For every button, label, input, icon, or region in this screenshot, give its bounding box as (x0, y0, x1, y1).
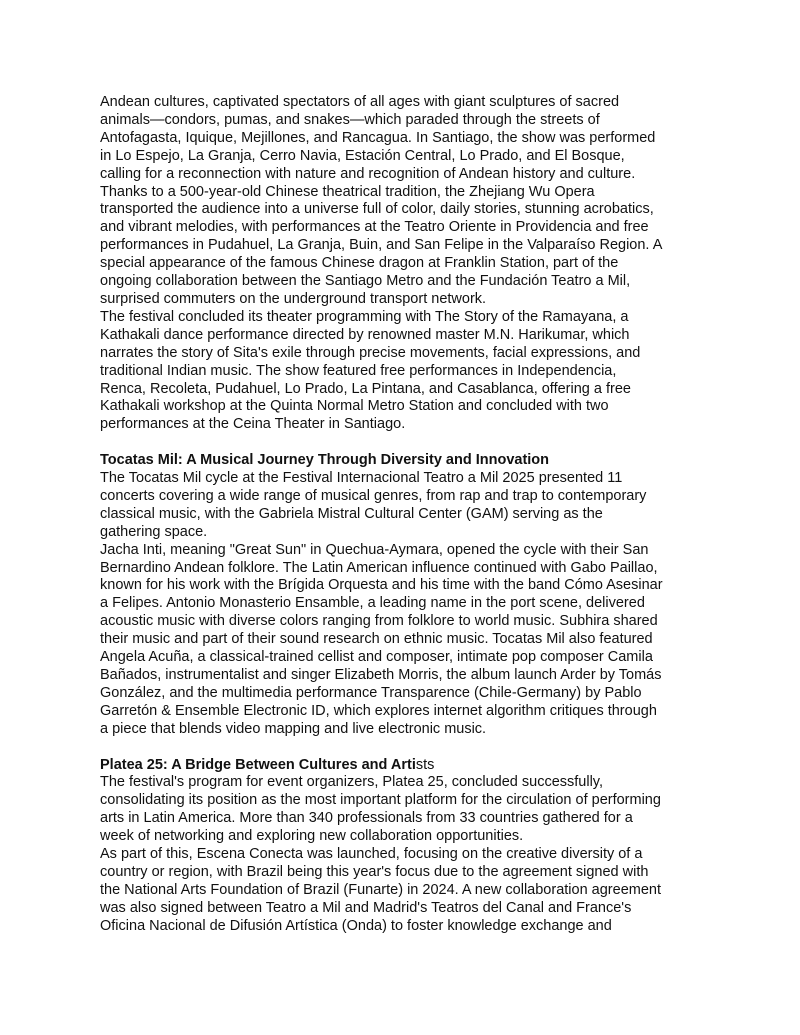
platea-paragraph-overview: The festival's program for event organizers, Platea 25, concluded successfully, consolidating its position as the most important platform for the circulation of performing arts in Latin America. More than 340 professionals from 33 countries gathered for a week of networking and exploring new collaboration opportunities. (100, 774, 661, 845)
section-spacer (100, 434, 730, 452)
intro-paragraph-ramayana: The festival concluded its theater programming with The Story of the Ramayana, a Kathakali dance performance directed by renowned master M.N. Harikumar, which narrates the story of Sita's exile through precise movements, facial expressions, and traditional Indian music. The show featured free performances in Independencia, Renca, Recoleta, Pudahuel, Lo Prado, La Pintana, and Casablanca, offering a free Kathakali workshop at the Quinta Normal Metro Station and concluded with two performances at the Ceina Theater in Santiago. (100, 308, 641, 433)
section-heading-tocatas: Tocatas Mil: A Musical Journey Through Diversity and Innovation (100, 452, 550, 469)
tocatas-paragraph-artists: Jacha Inti, meaning "Great Sun" in Quechua-Aymara, opened the cycle with their San Bernardino Andean folklore. The Latin American influence continued with Gabo Paillao, known for his work with the Brígida Orquesta and his time with the band Cómo Asesinar a Felipes. Antonio Monasterio Ensamble, a leading name in the port scene, delivered acoustic music with diverse colors ranging from folklore to world music. Subhira shared their music and part of their sound research on ethnic music. Tocatas Mil also featured Angela Acuña, a classical-trained cellist and composer, intimate pop composer Camila Bañados, instrumentalist and singer Elizabeth Morris, the album launch Arder by Tomás González, and the multimedia performance Transparence (Chile-Germany) by Pablo Garretón & Ensemble Electronic ID, which explores internet algorithm critiques through a piece that blends video mapping and live electronic music. (100, 541, 663, 737)
tocatas-paragraph-overview: The Tocatas Mil cycle at the Festival Internacional Teatro a Mil 2025 presented 11 concerts covering a wide range of musical genres, from rap and trap to contemporary classical music, with the Gabriela Mistral Cultural Center (GAM) serving as the gathering space. (100, 470, 647, 540)
document-page (100, 94, 730, 936)
platea-paragraph-escena-conecta: As part of this, Escena Conecta was launched, focusing on the creative diversity of a country or region, with Brazil being this year's focus due to the agreement signed with the National Arts Foundation of Brazil (Funarte) in 2024. A new collaboration agreement was also signed between Teatro a Mil and Madrid's Teatros del Canal and France's Oficina Nacional de Difusión Artística (Onda) to foster knowledge exchange and (100, 846, 661, 934)
section-heading-platea-bold: Platea 25: A Bridge Between Cultures and Arti (100, 756, 416, 773)
section-heading-platea-tail: sts (415, 756, 435, 773)
intro-paragraph-wu-opera: Thanks to a 500-year-old Chinese theatrical tradition, the Zhejiang Wu Opera transported the audience into a universe full of color, daily stories, stunning acrobatics, and vibrant melodies, with performances at the Teatro Oriente in Providencia and free performances in Pudahuel, La Granja, Buin, and San Felipe in the Valparaíso Region. A special appearance of the famous Chinese dragon at Franklin Station, part of the ongoing collaboration between the Santiago Metro and the Fundación Teatro a Mil, surprised commuters on the underground transport network. (100, 183, 663, 307)
section-spacer (100, 739, 730, 757)
section-heading-platea (100, 757, 730, 775)
intro-paragraph-andean: Andean cultures, captivated spectators of all ages with giant sculptures of sacred animals—condors, pumas, and snakes—which paraded through the streets of Antofagasta, Iquique, Mejillones, and Rancagua. In Santiago, the show was performed in Lo Espejo, La Granja, Cerro Navia, Estación Central, Lo Prado, and El Bosque, calling for a reconnection with nature and recognition of Andean history and culture. (100, 94, 656, 182)
